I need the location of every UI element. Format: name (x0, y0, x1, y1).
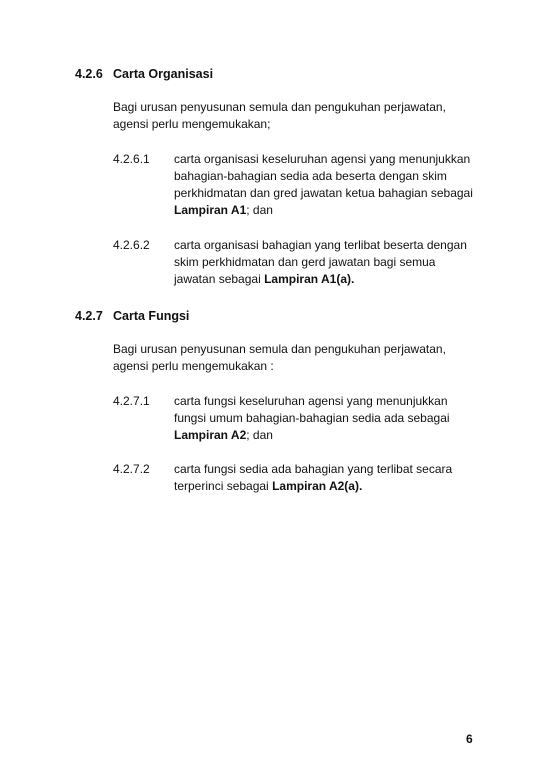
item-text-bold: Lampiran A1 (174, 203, 247, 217)
page-number: 6 (466, 732, 473, 746)
section-heading-4-2-6 (75, 67, 213, 81)
item-text-tail: ; dan (246, 203, 273, 217)
item-text-bold: Lampiran A2(a). (272, 479, 363, 493)
item-text-body: carta fungsi sedia ada bahagian yang terlibat secara terperinci sebagai (174, 462, 453, 493)
section-number: 4.2.7 (75, 309, 103, 323)
section-number: 4.2.6 (75, 67, 103, 81)
section-title: Carta Organisasi (113, 67, 214, 81)
item-number: 4.2.7.2 (113, 462, 150, 476)
item-text (174, 151, 474, 219)
item-text-body: carta organisasi bahagian yang terlibat beserta dengan skim perkhidmatan dan gerd jawatan bagi semua jawatan sebagai (174, 238, 467, 286)
section-intro-4-2-7: Bagi urusan penyusunan semula dan pengukuhan perjawatan, agensi perlu mengemukakan : (113, 342, 446, 373)
item-text (174, 393, 474, 444)
section-heading-4-2-7 (75, 309, 189, 323)
section-intro-4-2-6: Bagi urusan penyusunan semula dan pengukuhan perjawatan, agensi perlu mengemukakan; (113, 100, 446, 131)
item-number: 4.2.6.2 (113, 238, 150, 252)
section-title: Carta Fungsi (113, 309, 190, 323)
item-number: 4.2.6.1 (113, 152, 150, 166)
item-number: 4.2.7.1 (113, 394, 150, 408)
item-text-bold: Lampiran A2 (174, 428, 247, 442)
item-text-body: carta organisasi keseluruhan agensi yang menunjukkan bahagian-bahagian sedia ada beserta dengan skim perkhidmatan dan gred jawatan ketua bahagian sebagai (174, 152, 473, 200)
item-text (174, 237, 474, 288)
item-text-tail: ; dan (246, 428, 273, 442)
item-text-body: carta fungsi keseluruhan agensi yang menunjukkan fungsi umum bahagian-bahagian sedia ada sebagai (174, 394, 450, 425)
item-text (174, 461, 474, 495)
item-text-bold: Lampiran A1(a). (264, 272, 355, 286)
